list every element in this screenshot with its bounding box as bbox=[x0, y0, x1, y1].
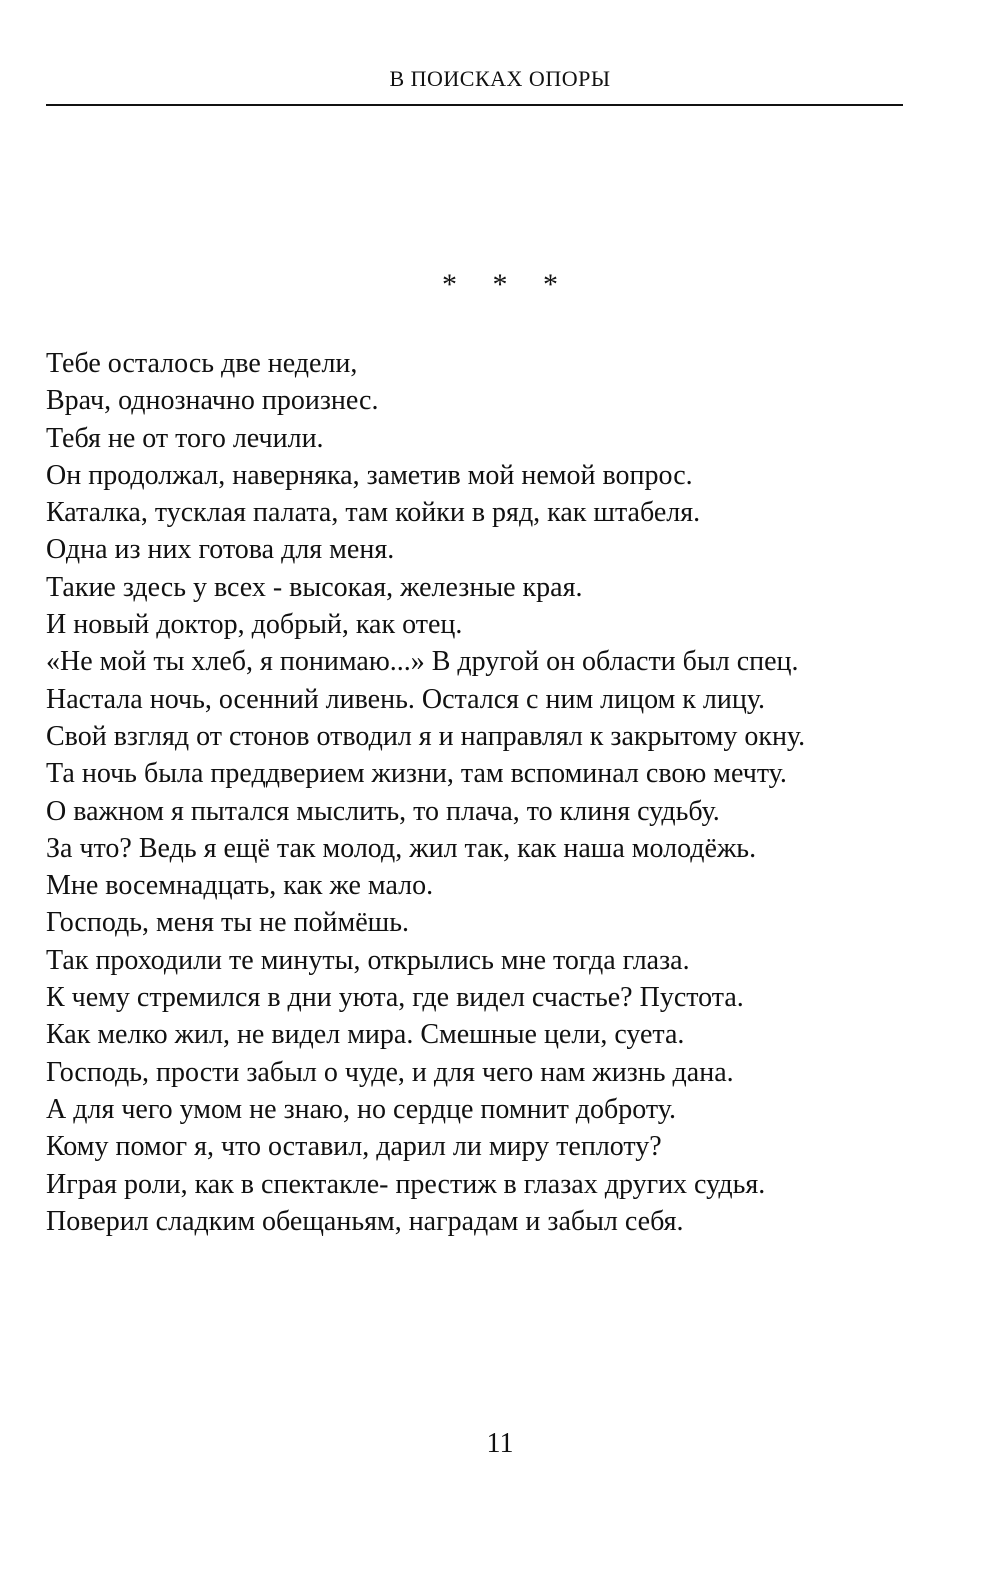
poem-line: Поверил сладким обещаньям, наградам и забыл себя. bbox=[46, 1205, 684, 1237]
page-number: 11 bbox=[486, 1428, 514, 1459]
poem-line: Такие здесь у всех - высокая, железные края. bbox=[46, 571, 583, 603]
poem-line: Врач, однозначно произнес. bbox=[46, 385, 379, 417]
poem-line: «Не мой ты хлеб, я понимаю...» В другой он области был спец. bbox=[46, 646, 799, 678]
section-separator: * * * bbox=[442, 268, 572, 301]
poem-line: К чему стремился в дни уюта, где видел счастье? Пустота. bbox=[46, 982, 744, 1014]
poem-line: Одна из них готова для меня. bbox=[46, 534, 395, 566]
header-rule bbox=[46, 104, 903, 106]
poem-line: Он продолжал, наверняка, заметив мой немой вопрос. bbox=[46, 459, 693, 491]
poem-line: Мне восемнадцать, как же мало. bbox=[46, 870, 434, 902]
poem-line: Кому помог я, что оставил, дарил ли миру теплоту? bbox=[46, 1131, 662, 1163]
poem-line: А для чего умом не знаю, но сердце помнит доброту. bbox=[46, 1093, 676, 1125]
running-title: В ПОИСКАХ ОПОРЫ bbox=[389, 66, 611, 91]
poem-line: Так проходили те минуты, открылись мне тогда глаза. bbox=[46, 944, 690, 976]
poem-line: Свой взгляд от стонов отводил я и направлял к закрытому окну. bbox=[46, 720, 806, 752]
poem-line: Господь, меня ты не поймёшь. bbox=[46, 907, 409, 939]
poem-line: Та ночь была преддверием жизни, там вспоминал свою мечту. bbox=[46, 758, 787, 790]
poem-line: За что? Ведь я ещё так молод, жил так, как наша молодёжь. bbox=[46, 832, 757, 864]
poem-line: Настала ночь, осенний ливень. Остался с ним лицом к лицу. bbox=[46, 683, 766, 715]
poem-line: О важном я пытался мыслить, то плача, то клиня судьбу. bbox=[46, 795, 720, 827]
poem-line: Каталка, тусклая палата, там койки в ряд, как штабеля. bbox=[46, 497, 701, 529]
poem-line: Играя роли, как в спектакле- престиж в глазах других судья. bbox=[46, 1168, 766, 1200]
poem-line: Как мелко жил, не видел мира. Смешные цели, суета. bbox=[46, 1019, 685, 1051]
poem-line: Господь, прости забыл о чуде, и для чего нам жизнь дана. bbox=[46, 1056, 734, 1088]
poem-line: И новый доктор, добрый, как отец. bbox=[46, 609, 463, 641]
poem-line: Тебя не от того лечили. bbox=[46, 422, 324, 454]
poem-line: Тебе осталось две недели, bbox=[46, 348, 358, 379]
poem-text bbox=[46, 345, 946, 1240]
